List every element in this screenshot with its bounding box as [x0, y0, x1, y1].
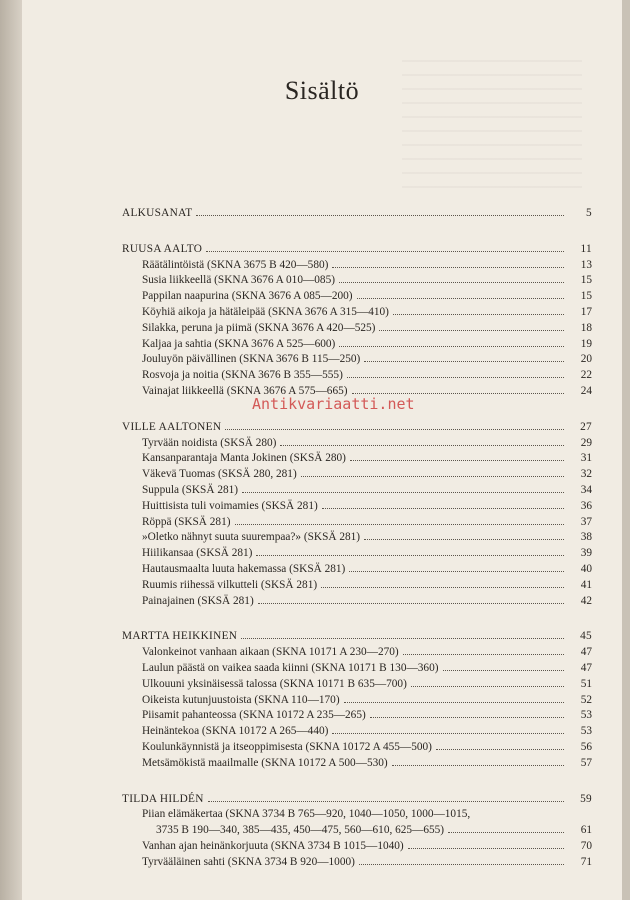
dot-leader: [344, 693, 564, 703]
watermark: Antikvariaatti.net: [252, 395, 415, 413]
section-heading: [122, 420, 592, 436]
toc-entry-text: Heinäntekoa (SKNA 10172 A 265—440): [142, 725, 329, 738]
dot-leader: [350, 451, 564, 461]
page-number: 20: [580, 353, 592, 366]
dot-leader: [332, 258, 564, 268]
toc-entry-text: »Oletko nähnyt suuta suurempaa?» (SKSÄ 281): [142, 531, 361, 544]
toc-entry: [122, 467, 592, 483]
page-number: 40: [580, 562, 592, 575]
page-number: 56: [580, 740, 592, 753]
dot-leader: [379, 321, 564, 331]
toc-section: [122, 420, 592, 610]
toc-entry: [122, 740, 592, 756]
page-number: 42: [580, 594, 592, 607]
book-page: [22, 0, 622, 900]
dot-leader: [256, 546, 564, 556]
section-heading: [122, 629, 592, 645]
toc-entry-text: Väkevä Tuomas (SKSÄ 280, 281): [142, 468, 297, 481]
toc-entry: [122, 546, 592, 562]
dot-leader: [339, 337, 564, 347]
dot-leader: [352, 384, 564, 394]
toc-entry: [122, 807, 592, 823]
toc-entry: [122, 352, 592, 368]
dot-leader: [258, 594, 564, 604]
toc-entry: [122, 337, 592, 353]
toc-section: [122, 242, 592, 400]
page-number: 59: [580, 792, 592, 805]
dot-leader: [322, 499, 564, 509]
dot-leader: [321, 578, 564, 588]
toc-entry: [122, 839, 592, 855]
page-number: 39: [580, 547, 592, 560]
page-number: 51: [580, 677, 592, 690]
page-number: 32: [580, 468, 592, 481]
toc-entry-text: Metsämökistä maailmalle (SKNA 10172 A 500—530): [142, 756, 388, 769]
dot-leader: [225, 420, 564, 430]
dot-leader: [359, 855, 564, 865]
toc-entry: [122, 562, 592, 578]
toc-entry: [122, 645, 592, 661]
dot-leader: [408, 839, 564, 849]
toc-entry-text: Silakka, peruna ja piimä (SKNA 3676 A 420—525): [142, 321, 376, 334]
dot-leader: [349, 562, 564, 572]
page-number: 13: [580, 258, 592, 271]
toc-entry-text: Hiilikansaa (SKSÄ 281): [142, 547, 253, 560]
section-heading: [122, 792, 592, 808]
dot-leader: [392, 756, 564, 766]
toc-entry: [122, 693, 592, 709]
toc-entry-text: Piisamit pahanteossa (SKNA 10172 A 235—265): [142, 709, 366, 722]
page-number: 15: [580, 290, 592, 303]
page-number: 45: [580, 630, 592, 643]
toc-entry-text: Piian elämäkertaa (SKNA 3734 B 765—920, 1040—1050, 1000—1015,: [142, 808, 471, 821]
page-number: 41: [580, 578, 592, 591]
page-number: 53: [580, 725, 592, 738]
dot-leader: [206, 242, 564, 252]
page-number: 53: [580, 709, 592, 722]
toc-entry: [122, 273, 592, 289]
toc-entry-text: Ruumis riihessä vilkutteli (SKSÄ 281): [142, 578, 318, 591]
toc-entry: [122, 321, 592, 337]
toc-section: [122, 629, 592, 771]
toc-entry: [122, 305, 592, 321]
toc-section: [122, 206, 592, 222]
page-number: 61: [580, 824, 592, 837]
dot-leader: [332, 724, 564, 734]
dot-leader: [235, 515, 565, 525]
section-heading-text: VILLE AALTONEN: [122, 420, 222, 433]
toc-entry: [122, 594, 592, 610]
section-heading: [122, 206, 592, 222]
toc-entry-text: Suppula (SKSÄ 281): [142, 483, 239, 496]
dot-leader: [370, 708, 564, 718]
toc-entry-text: Valonkeinot vanhaan aikaan (SKNA 10171 A 230—270): [142, 646, 399, 659]
toc-entry-text: Susia liikkeellä (SKNA 3676 A 010—085): [142, 274, 335, 287]
toc-entry: [122, 661, 592, 677]
toc-entry: [122, 578, 592, 594]
toc-entry: [122, 855, 592, 871]
dot-leader: [242, 483, 564, 493]
toc-entry-text: Koulunkäynnistä ja itseoppimisesta (SKNA 10172 A 455—500): [142, 740, 432, 753]
dot-leader: [436, 740, 564, 750]
toc-entry-text: Köyhiä aikoja ja hätäleipää (SKNA 3676 A 315—410): [142, 305, 389, 318]
toc-entry: [122, 515, 592, 531]
section-heading: [122, 242, 592, 258]
toc-section: [122, 792, 592, 871]
dot-leader: [339, 273, 564, 283]
dot-leader: [364, 352, 564, 362]
toc-entry: [122, 677, 592, 693]
toc-entry: [122, 530, 592, 546]
page-title: Sisältö: [284, 76, 360, 105]
toc-entry-text: Kansanparantaja Manta Jokinen (SKSÄ 280): [142, 452, 346, 465]
toc-entry-continuation: [122, 823, 592, 839]
page-number: 31: [580, 452, 592, 465]
page-number: 37: [580, 515, 592, 528]
dot-leader: [443, 661, 565, 671]
toc-entry: [122, 384, 592, 400]
dot-leader: [347, 368, 564, 378]
page-number: 47: [580, 646, 592, 659]
dot-leader: [280, 436, 564, 446]
page-number: 36: [580, 499, 592, 512]
page-number: 47: [580, 661, 592, 674]
dot-leader: [301, 467, 564, 477]
toc-entry: [122, 499, 592, 515]
page-number: 15: [580, 274, 592, 287]
toc-entry-text: Vanhan ajan heinänkorjuuta (SKNA 3734 B 1015—1040): [142, 839, 404, 852]
dot-leader: [208, 792, 564, 802]
toc-entry-text: Ulkouuni yksinäisessä talossa (SKNA 10171 B 635—700): [142, 677, 407, 690]
toc-entry-text: Räätälintöistä (SKNA 3675 B 420—580): [142, 258, 329, 271]
page-number: 19: [580, 337, 592, 350]
toc-entry: [122, 708, 592, 724]
toc-entry-text: Painajainen (SKSÄ 281): [142, 594, 254, 607]
toc-entry: [122, 483, 592, 499]
dot-leader: [357, 289, 564, 299]
dot-leader: [241, 629, 564, 639]
toc-entry: [122, 451, 592, 467]
toc-entry-text: Jouluyön päivällinen (SKNA 3676 B 115—250): [142, 353, 361, 366]
page-binding-edge: [0, 0, 22, 900]
toc-entry-text: Huittisista tuli voimamies (SKSÄ 281): [142, 499, 318, 512]
dot-leader: [196, 206, 564, 216]
toc-entry: [122, 436, 592, 452]
toc-entry: [122, 724, 592, 740]
page-number: 11: [580, 242, 592, 255]
page-number: 5: [586, 207, 592, 219]
toc-entry-continuation-text: 3735 B 190—340, 385—435, 450—475, 560—610, 625—655): [156, 824, 445, 837]
section-heading-text: RUUSA AALTO: [122, 242, 203, 255]
toc-entry-text: Tyrvääläinen sahti (SKNA 3734 B 920—1000): [142, 855, 355, 868]
page-number: 17: [580, 305, 592, 318]
toc-entry-text: Oikeista kutunjuustoista (SKNA 110—170): [142, 693, 340, 706]
toc-entry-text: Vainajat liikkeellä (SKNA 3676 A 575—665): [142, 384, 348, 397]
toc-entry: [122, 756, 592, 772]
page-number: 24: [580, 384, 592, 397]
page-number: 27: [580, 420, 592, 433]
toc-entry-text: Tyrvään noidista (SKSÄ 280): [142, 436, 277, 449]
page-number: 52: [580, 693, 592, 706]
toc-entry-text: Laulun päästä on vaikea saada kiinni (SKNA 10171 B 130—360): [142, 661, 439, 674]
page-number: 18: [580, 321, 592, 334]
page-number: 38: [580, 531, 592, 544]
page-number: 22: [580, 369, 592, 382]
page-number: 57: [580, 756, 592, 769]
dot-leader: [403, 645, 564, 655]
toc-entry: [122, 258, 592, 274]
toc-entry-text: Rosvoja ja noitia (SKNA 3676 B 355—555): [142, 369, 343, 382]
section-heading-text: MARTTA HEIKKINEN: [122, 630, 238, 643]
toc-entry-text: Pappilan naapurina (SKNA 3676 A 085—200): [142, 290, 353, 303]
table-of-contents: [122, 206, 592, 870]
page-number: 70: [580, 839, 592, 852]
toc-entry-text: Röppä (SKSÄ 281): [142, 515, 231, 528]
toc-entry-text: Hautausmaalta luuta hakemassa (SKSÄ 281): [142, 562, 346, 575]
section-heading-text: ALKUSANAT: [122, 207, 193, 219]
section-heading-text: TILDA HILDÉN: [122, 792, 204, 805]
page-number: 34: [580, 483, 592, 496]
dot-leader: [364, 530, 564, 540]
page-number: 71: [580, 855, 592, 868]
toc-entry: [122, 368, 592, 384]
dot-leader: [411, 677, 564, 687]
dot-leader: [448, 823, 564, 833]
page-number: 29: [580, 436, 592, 449]
toc-entry-text: Kaljaa ja sahtia (SKNA 3676 A 525—600): [142, 337, 336, 350]
dot-leader: [393, 305, 564, 315]
toc-entry: [122, 289, 592, 305]
